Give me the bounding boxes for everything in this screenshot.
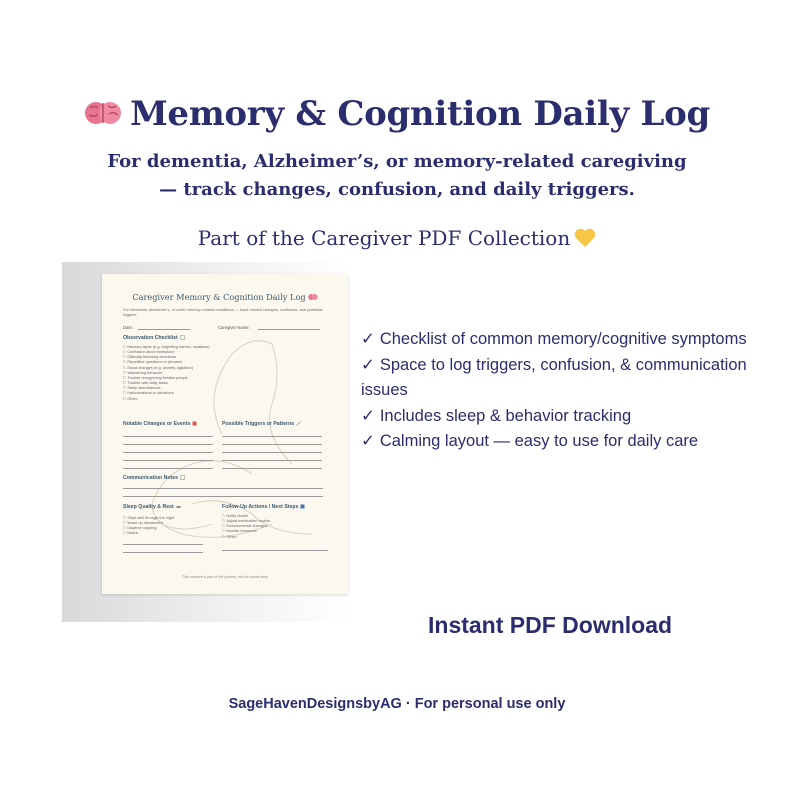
notable-line: [123, 460, 213, 461]
list-item: □ Woke up disoriented: [123, 520, 174, 525]
triggers-line: [222, 436, 322, 437]
document-preview: [102, 274, 348, 594]
list-item: □ Sleep disturbances: [123, 385, 210, 390]
observation-heading: [123, 335, 185, 341]
notable-line: [123, 436, 213, 437]
list-item: □ Other:: [123, 396, 210, 401]
sleep-line: [123, 552, 203, 553]
list-item: □ Repetitive questions or phrases: [123, 359, 210, 364]
list-item: □ Notify doctor: [222, 513, 270, 518]
page-title: [0, 94, 794, 134]
list-item: □ Trouble with daily tasks: [123, 380, 210, 385]
communication-heading-text: Communication Notes: [123, 475, 179, 481]
list-item: □ Environmental changes: [222, 523, 270, 528]
feature-text: Checklist of common memory/cognitive symptoms: [379, 330, 747, 348]
document-intro: For dementia, Alzheimer’s, or other memory-related conditions — track mental changes, confusion, and potential triggers.: [123, 307, 323, 318]
triggers-line: [222, 444, 322, 445]
sleep-line: [123, 544, 203, 545]
collection-text: Part of the Caregiver PDF Collection: [197, 226, 571, 250]
collection-label: [0, 226, 794, 250]
notable-line: [123, 444, 213, 445]
bed-icon: [176, 504, 181, 509]
communication-line: [123, 496, 323, 497]
footer-credit: SageHavenDesignsbyAG · For personal use only: [228, 696, 566, 712]
list-item: □ Slept well through the night: [123, 515, 174, 520]
list-item: □ Memory lapse (e.g. forgetting names, locations): [123, 344, 210, 349]
notepad-icon: [180, 475, 185, 480]
list-item: □ Mood changes (e.g. anxiety, agitation): [123, 365, 210, 370]
notable-heading-text: Notable Changes or Events: [123, 421, 191, 427]
decorative-line-art: [102, 274, 348, 594]
followup-line: [222, 550, 328, 551]
feature-text: Calming layout — easy to use for daily care: [379, 432, 699, 450]
title-text: Memory & Cognition Daily Log: [130, 94, 710, 134]
observation-list: [123, 344, 210, 401]
list-item: □ Monitor tomorrow: [222, 528, 270, 533]
date-line: [138, 329, 190, 330]
brain-icon: [308, 293, 318, 301]
sleep-heading: [123, 504, 181, 510]
subtitle-line-1: For dementia, Alzheimer’s, or memory-related caregiving: [107, 151, 687, 172]
feature-item: [361, 404, 761, 430]
list-item: □ Wandering behavior: [123, 370, 210, 375]
instant-download-label: Instant PDF Download: [428, 612, 673, 638]
notable-line: [123, 452, 213, 453]
followup-list: [222, 513, 270, 539]
feature-item: [361, 429, 761, 455]
list-item: □ Confusion about time/place: [123, 349, 210, 354]
checkbox-icon: [300, 504, 305, 509]
list-item: □ Trouble recognizing familiar people: [123, 375, 210, 380]
list-item: □ Other:: [222, 534, 270, 539]
subtitle: [0, 148, 794, 204]
observation-heading-text: Observation Checklist: [123, 335, 178, 341]
document-footer: This moment is part of the journey, not the whole story: [181, 575, 269, 579]
check-icon: ✓: [361, 330, 375, 348]
pencil-icon: [296, 421, 301, 426]
triggers-line: [222, 460, 322, 461]
triggers-heading: [222, 421, 301, 427]
triggers-line: [222, 468, 322, 469]
list-item: □ Difficulty following directions: [123, 354, 210, 359]
followup-heading: [222, 504, 305, 510]
document-title: [102, 292, 348, 302]
list-item: □ Adjust medication routine: [222, 518, 270, 523]
subtitle-line-2: — track changes, confusion, and daily triggers.: [159, 179, 635, 200]
notable-heading: [123, 421, 197, 427]
feature-item: [361, 353, 761, 404]
list-item: □ Daytime napping: [123, 525, 174, 530]
sleep-heading-text: Sleep Quality & Rest: [123, 504, 174, 510]
list-item: □ Hallucinations or delusions: [123, 390, 210, 395]
sleep-list: [123, 515, 174, 536]
feature-text: Space to log triggers, confusion, & communication issues: [361, 355, 747, 399]
caregiver-line: [258, 329, 320, 330]
yellow-heart-icon: [574, 228, 596, 248]
check-icon: ✓: [361, 355, 375, 374]
date-label: Date:: [123, 325, 134, 330]
triggers-heading-text: Possible Triggers or Patterns: [222, 421, 295, 427]
communication-line: [123, 488, 323, 489]
notable-line: [123, 468, 213, 469]
features-list: [361, 327, 761, 455]
caregiver-label: Caregiver Name:: [218, 325, 250, 330]
brain-icon: [84, 98, 122, 128]
red-book-icon: [192, 421, 197, 426]
list-item: □ Notes:: [123, 530, 174, 535]
document-title-text: Caregiver Memory & Cognition Daily Log: [132, 292, 306, 302]
followup-heading-text: Follow-Up Actions / Next Steps: [222, 504, 299, 510]
feature-item: [361, 327, 761, 353]
communication-heading: [123, 475, 185, 481]
check-icon: ✓: [361, 432, 375, 450]
feature-text: Includes sleep & behavior tracking: [379, 406, 632, 425]
triggers-line: [222, 452, 322, 453]
check-icon: ✓: [361, 406, 375, 425]
clipboard-icon: [180, 335, 185, 340]
